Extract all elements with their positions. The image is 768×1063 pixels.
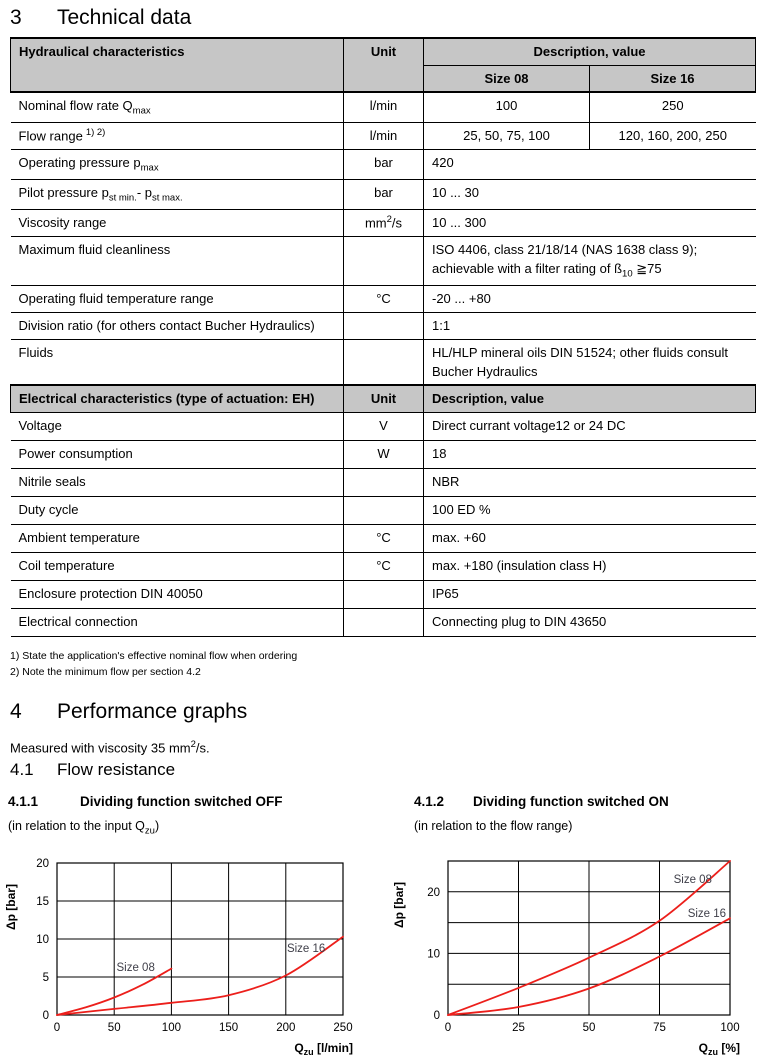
size08-header: Size 08 <box>424 65 590 92</box>
svg-text:15: 15 <box>36 896 49 908</box>
svg-text:0: 0 <box>53 1022 61 1034</box>
svg-text:10: 10 <box>427 948 440 961</box>
table-row <box>11 440 756 468</box>
param-cell: Flow range $^{1) 2)}$ <box>11 122 344 149</box>
table-row <box>11 580 756 608</box>
param-cell: Enclosure protection DIN 40050 <box>11 580 344 608</box>
section-411-heading <box>8 794 283 809</box>
unit-header: Unit <box>344 385 424 412</box>
param-cell: Coil temperature <box>11 552 344 580</box>
svg-text:100: 100 <box>161 1022 181 1034</box>
svg-text:0: 0 <box>42 1010 49 1022</box>
chart-on-subtitle: (in relation to the flow range) <box>414 819 573 833</box>
section-number: 3 <box>10 6 22 29</box>
value-cell: Connecting plug to DIN 43650 <box>424 608 756 636</box>
table-row <box>11 524 756 552</box>
value-cell: max. +60 <box>424 524 756 552</box>
table-row <box>11 179 756 209</box>
electrical-characteristics-table <box>10 384 756 637</box>
flow-resistance-off-chart <box>2 845 374 1060</box>
unit-cell <box>344 580 424 608</box>
section-title: Dividing function switched OFF <box>80 794 283 809</box>
flow-resistance-on-chart <box>390 845 768 1060</box>
electrical-table-title: Electrical characteristics (type of actuation: EH) <box>11 385 344 412</box>
value-cell: 10 ... 300 <box>424 209 756 236</box>
table-row <box>11 496 756 524</box>
table-header-row <box>11 385 756 412</box>
size16-value-cell: 120, 160, 200, 250 <box>590 122 756 149</box>
svg-text:Qzu [%]: $Q_{zu}$ [%] <box>698 1041 740 1057</box>
section-number: 4.1 <box>10 760 34 779</box>
size16-value-cell: 250 <box>590 92 756 122</box>
table-row <box>11 122 756 149</box>
svg-text:10: 10 <box>36 934 49 946</box>
unit-cell <box>344 608 424 636</box>
param-cell: Ambient temperature <box>11 524 344 552</box>
unit-cell: bar <box>344 149 424 179</box>
table-row <box>11 552 756 580</box>
section-title: Dividing function switched ON <box>473 794 669 809</box>
table-row <box>11 236 756 285</box>
unit-cell: °C <box>344 285 424 312</box>
svg-text:50: 50 <box>107 1022 121 1034</box>
description-header: Description, value <box>424 38 756 65</box>
value-cell: HL/HLP mineral oils DIN 51524; other fluids consult Bucher Hydraulics <box>424 339 756 386</box>
param-cell: Maximum fluid cleanliness <box>11 236 344 285</box>
svg-text:0: 0 <box>444 1022 452 1034</box>
svg-text:Qzu [l/min]: $Q_{zu}$ [l/min] <box>294 1041 353 1057</box>
svg-text:200: 200 <box>276 1022 296 1034</box>
table-row <box>11 608 756 636</box>
param-cell: Electrical connection <box>11 608 344 636</box>
value-cell: ISO 4406, class 21/18/14 (NAS 1638 class 9); achievable with a filter rating of $ß_{10}$ ≧75 <box>424 236 756 285</box>
unit-cell <box>344 496 424 524</box>
unit-cell <box>344 339 424 386</box>
param-cell: Division ratio (for others contact Bucher Hydraulics) <box>11 312 344 339</box>
value-cell: max. +180 (insulation class H) <box>424 552 756 580</box>
param-cell: Duty cycle <box>11 496 344 524</box>
param-cell: Power consumption <box>11 440 344 468</box>
param-cell: Fluids <box>11 339 344 386</box>
svg-text:20: 20 <box>427 886 440 899</box>
svg-text:Size 08: Size 08 <box>673 874 712 887</box>
section-3-heading <box>10 6 191 30</box>
unit-cell <box>344 468 424 496</box>
table-row <box>11 339 756 386</box>
section-title: Flow resistance <box>57 760 176 779</box>
svg-text:Size 16: Size 16 <box>687 908 727 921</box>
table-row <box>11 92 756 122</box>
unit-cell: W <box>344 440 424 468</box>
svg-text:20: 20 <box>36 858 49 870</box>
unit-cell: $mm^2/s$ <box>344 209 424 236</box>
section-41-heading <box>10 760 175 780</box>
value-cell: 18 <box>424 440 756 468</box>
value-cell: 100 ED % <box>424 496 756 524</box>
value-cell: NBR <box>424 468 756 496</box>
size08-value-cell: 25, 50, 75, 100 <box>424 122 590 149</box>
unit-cell <box>344 312 424 339</box>
param-cell: Viscosity range <box>11 209 344 236</box>
value-cell: IP65 <box>424 580 756 608</box>
chart-off-subtitle: (in relation to the input $Q_{zu}$) <box>8 819 160 837</box>
svg-text:Size 16: Size 16 <box>286 942 326 955</box>
svg-text:250: 250 <box>333 1022 353 1034</box>
table-row <box>11 412 756 440</box>
value-cell: 1:1 <box>424 312 756 339</box>
table-row <box>11 209 756 236</box>
svg-text:5: 5 <box>42 972 49 984</box>
svg-text:50: 50 <box>582 1022 596 1034</box>
unit-cell: V <box>344 412 424 440</box>
svg-text:25: 25 <box>512 1022 525 1034</box>
measured-viscosity-note: Measured with viscosity 35 $mm^2/s$. <box>10 739 210 756</box>
unit-cell: l/min <box>344 92 424 122</box>
size16-header: Size 16 <box>590 65 756 92</box>
value-cell: -20 ... +80 <box>424 285 756 312</box>
unit-cell: °C <box>344 552 424 580</box>
section-title: Technical data <box>57 6 192 29</box>
footnotes <box>10 648 297 680</box>
hydraulic-characteristics-table <box>10 37 756 387</box>
table-row <box>11 285 756 312</box>
svg-text:75: 75 <box>653 1022 666 1034</box>
param-cell: Operating fluid temperature range <box>11 285 344 312</box>
footnote-1: 1) State the application's effective nominal flow when ordering <box>10 650 298 662</box>
param-cell: Voltage <box>11 412 344 440</box>
value-cell: Direct currant voltage12 or 24 DC <box>424 412 756 440</box>
section-number: 4.1.2 <box>414 794 445 809</box>
value-cell: 10 ... 30 <box>424 179 756 209</box>
section-number: 4.1.1 <box>8 794 39 809</box>
section-title: Performance graphs <box>57 700 248 723</box>
param-cell: Operating pressure $p_{max}$ <box>11 149 344 179</box>
svg-text:Size 08: Size 08 <box>116 961 155 974</box>
param-cell: Nitrile seals <box>11 468 344 496</box>
section-number: 4 <box>10 700 22 723</box>
svg-text:150: 150 <box>219 1022 239 1034</box>
svg-text:Δp [bar]: Δp [bar] <box>4 884 18 930</box>
unit-header: Unit <box>344 38 424 92</box>
value-cell: 420 <box>424 149 756 179</box>
param-cell: Nominal flow rate $Q_{max}$ <box>11 92 344 122</box>
description-header: Description, value <box>424 385 756 412</box>
table-row <box>11 312 756 339</box>
table-row <box>11 149 756 179</box>
svg-text:Δp [bar]: Δp [bar] <box>392 882 406 928</box>
param-cell: Pilot pressure $p_{st min.}-$ $p_{st max.}$ <box>11 179 344 209</box>
svg-text:100: 100 <box>720 1022 740 1034</box>
size08-value-cell: 100 <box>424 92 590 122</box>
footnote-2: 2) Note the minimum flow per section 4.2 <box>10 666 201 678</box>
svg-text:0: 0 <box>433 1010 440 1022</box>
section-4-heading <box>10 700 247 724</box>
hydraulic-table-title: Hydraulical characteristics <box>11 38 344 92</box>
table-row <box>11 468 756 496</box>
unit-cell: bar <box>344 179 424 209</box>
unit-cell <box>344 236 424 285</box>
unit-cell: °C <box>344 524 424 552</box>
unit-cell: l/min <box>344 122 424 149</box>
table-header-row <box>11 38 756 65</box>
section-412-heading <box>414 794 669 809</box>
